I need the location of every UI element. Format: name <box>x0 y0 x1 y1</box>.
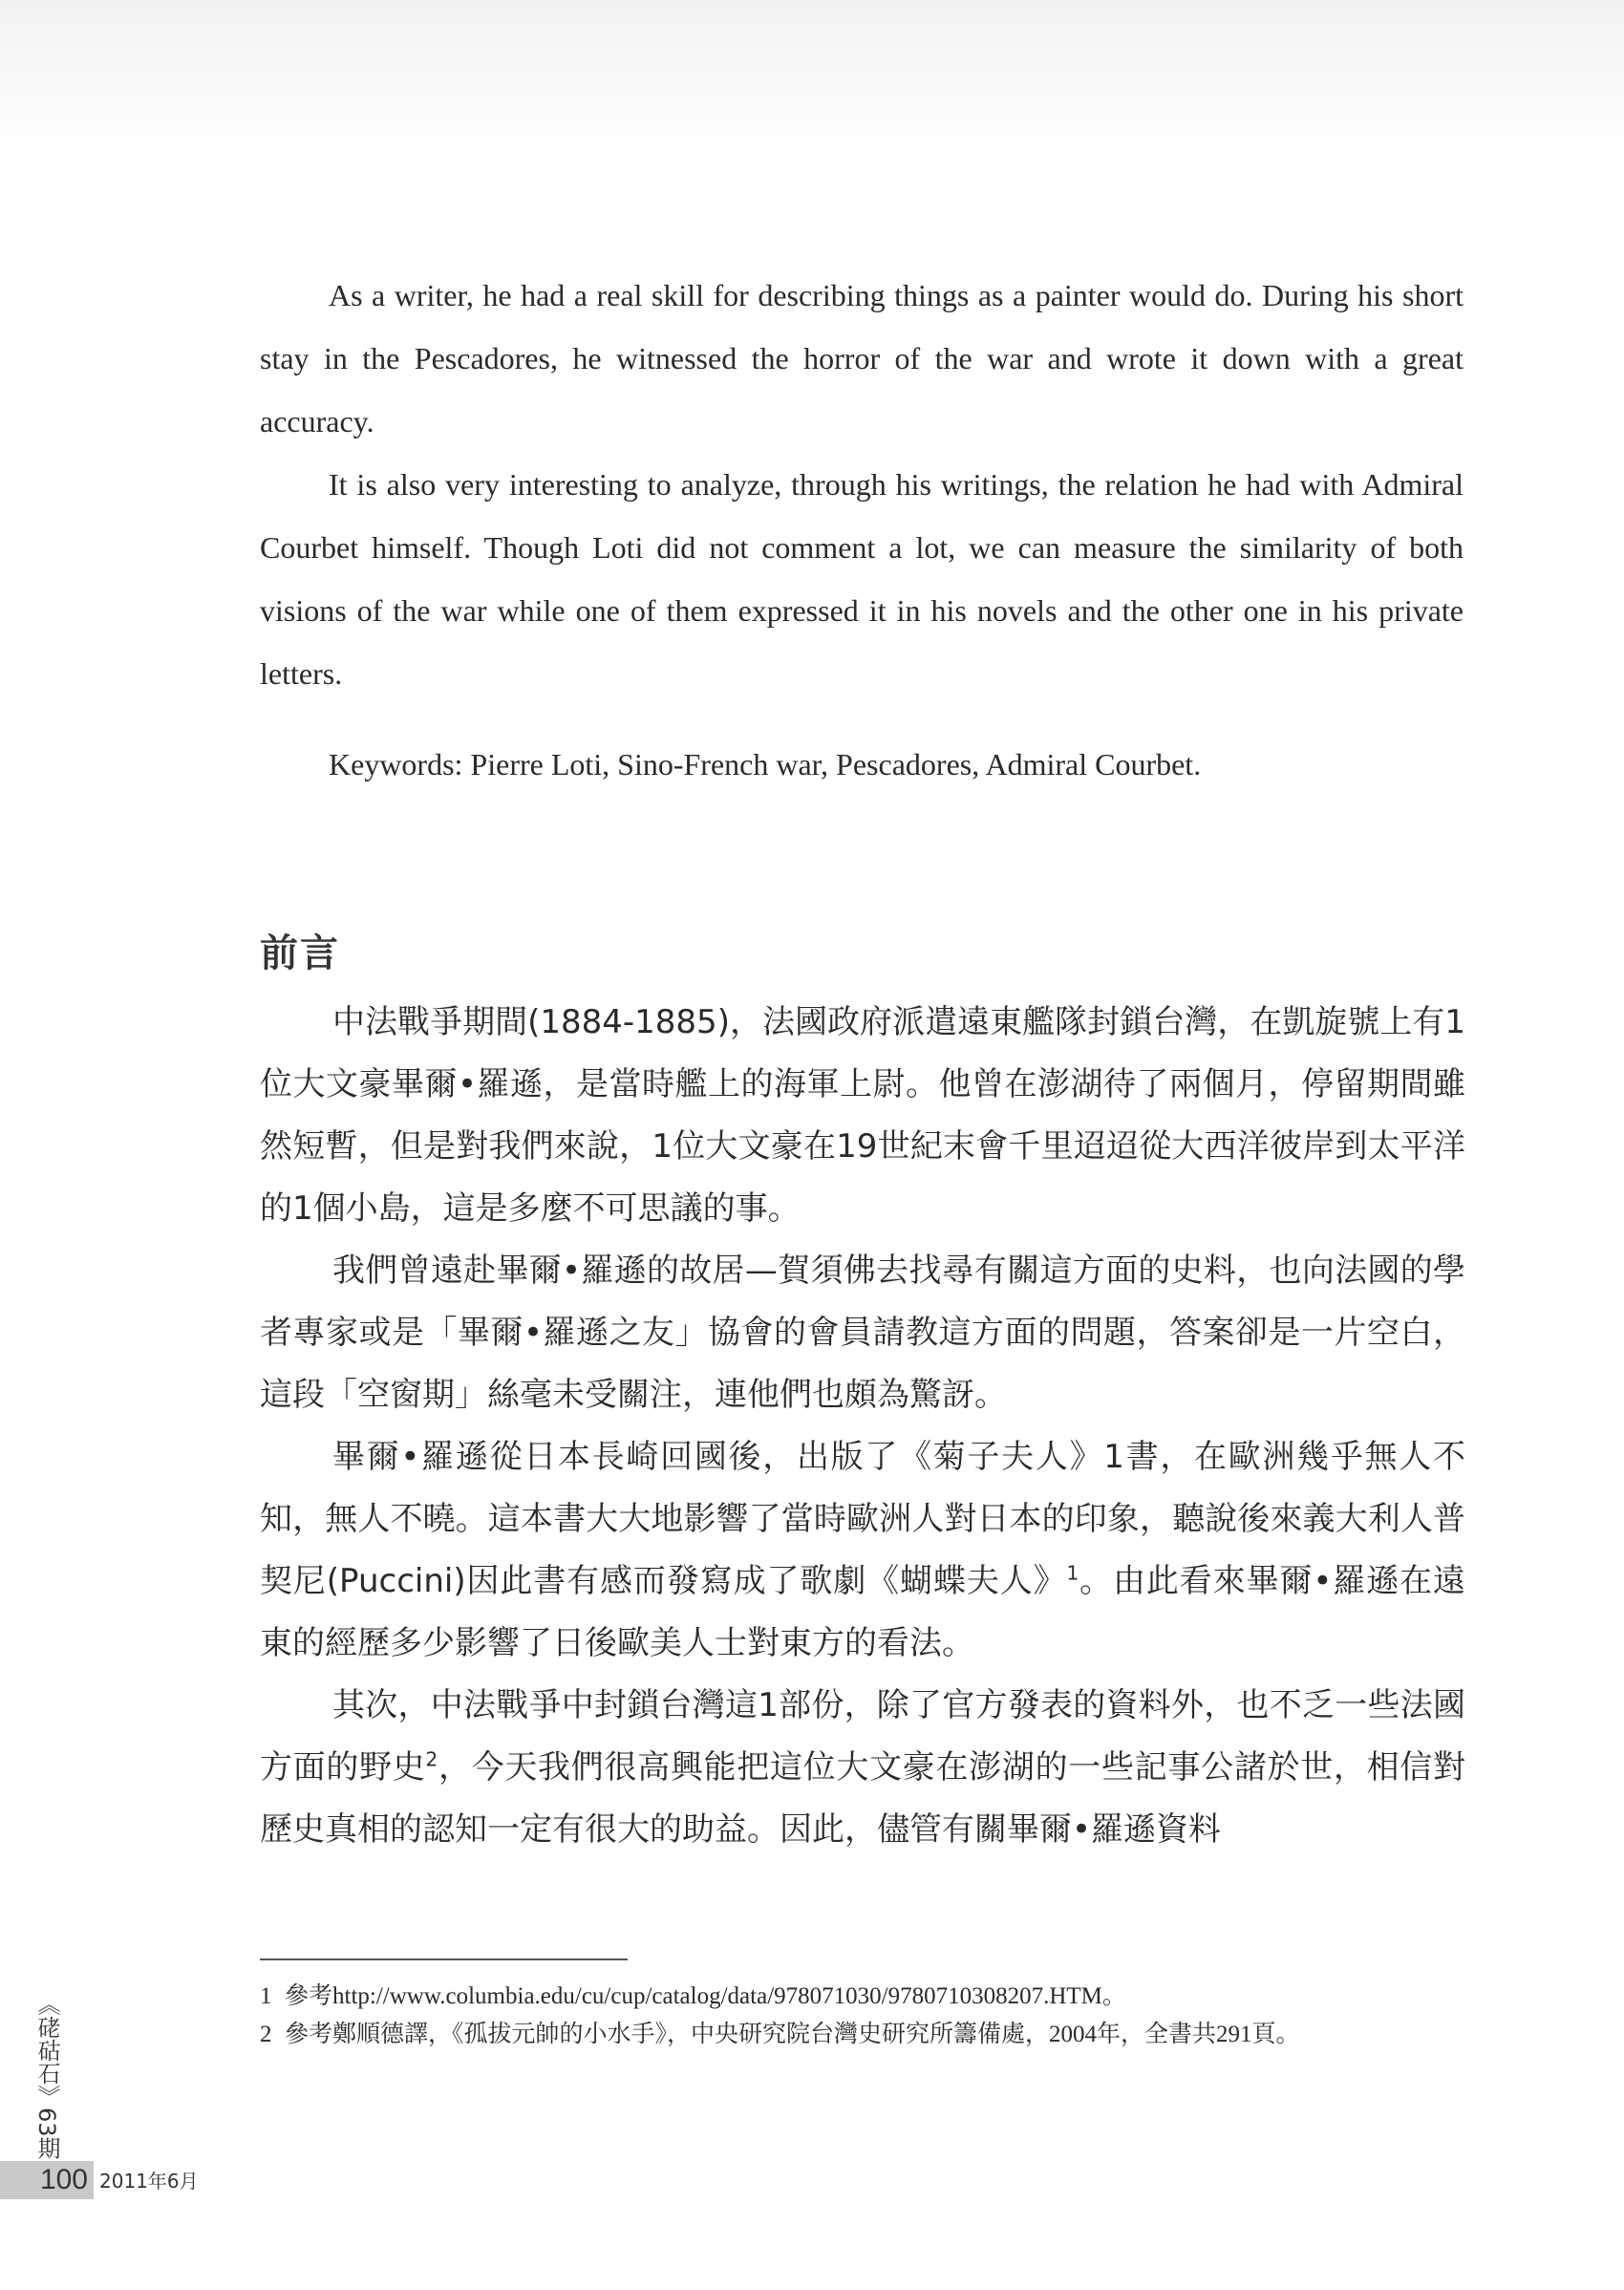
chinese-body <box>260 992 1465 1861</box>
abstract-paragraph: It is also very interesting to analyze, through his writings, the relation he had with Admiral Courbet himself. Though Loti did not comment a lot, we can measure the similarity of both visions of the war while one of them expressed it in his novels and the other one in his private letters. <box>260 467 1464 691</box>
body-paragraph: 中法戰爭期間(1884-1885)，法國政府派遣遠東艦隊封鎖台灣，在凱旋號上有1位大文豪畢爾•羅遜，是當時艦上的海軍上尉。他曾在澎湖待了兩個月，停留期間雖然短暫，但是對我們來說，1位大文豪在19世紀末會千里迢迢從大西洋彼岸到太平洋的1個小島，這是多麼不可思議的事。 <box>260 1003 1465 1228</box>
scan-top-shade <box>0 0 1624 143</box>
issue-date: 2011年6月 <box>99 2170 199 2193</box>
english-abstract <box>260 264 1464 705</box>
footnotes <box>260 1978 1465 2054</box>
journal-side-label: 《硓𥑮石》63期 <box>33 1993 60 2160</box>
footnote-text: 參考http://www.columbia.edu/cu/cup/catalog/data/978071030/9780710308207.HTM。 <box>285 1983 1126 2009</box>
keywords-line: Keywords: Pierre Loti, Sino-French war, Pescadores, Admiral Courbet. <box>329 747 1202 781</box>
body-text: ，今天我們很高興能把這位大文豪在澎湖的一些記事公諸於世，相信對歷史真相的認知一定有很大的助益。因此，儘管有關畢爾•羅遜資料 <box>260 1748 1466 1849</box>
footnote-divider <box>260 1958 628 1960</box>
footnote-text: 參考鄭順德譯，《孤拔元帥的小水手》，中央研究院台灣史研究所籌備處，2004年，全書共291頁。 <box>285 2022 1300 2047</box>
body-paragraph <box>260 1675 1465 1861</box>
page-number: 100 <box>0 2161 94 2199</box>
abstract-paragraph: As a writer, he had a real skill for describing things as a painter would do. During his short stay in the Pescadores, he witnessed the horror of the war and wrote it down with a great accuracy. <box>260 278 1464 439</box>
footnote-ref[interactable]: 1 <box>1066 1561 1079 1585</box>
footnote-number: 2 <box>260 2022 272 2047</box>
body-text: 畢爾•羅遜從日本長崎回國後，出版了《菊子夫人》1書，在歐洲幾乎無人不知，無人不曉。這本書大大地影響了當時歐洲人對日本的印象，聽說後來義大利人普契尼(Puccini)因此書有感而發寫成了歌劇《蝴蝶夫人》 <box>260 1438 1465 1600</box>
body-text: 其次，中法戰爭中封鎖台灣這1部份，除了官方發表的資料外，也不乏一些法國方面的野史 <box>260 1686 1465 1787</box>
footnote <box>260 2016 1465 2054</box>
body-paragraph <box>260 1426 1465 1675</box>
section-title: 前言 <box>260 931 340 975</box>
footnote-ref[interactable]: 2 <box>425 1747 438 1771</box>
body-text: 。由此看來畢爾•羅遜在遠東的經歷多少影響了日後歐美人士對東方的看法。 <box>260 1562 1465 1662</box>
footnote-number: 1 <box>260 1983 272 2009</box>
footnote <box>260 1978 1465 2016</box>
body-paragraph: 我們曾遠赴畢爾•羅遜的故居—賀須佛去找尋有關這方面的史料，也向法國的學者專家或是「畢爾•羅遜之友」協會的會員請教這方面的問題，答案卻是一片空白，這段「空窗期」絲毫未受關注，連他們也頗為驚訝。 <box>260 1252 1465 1414</box>
